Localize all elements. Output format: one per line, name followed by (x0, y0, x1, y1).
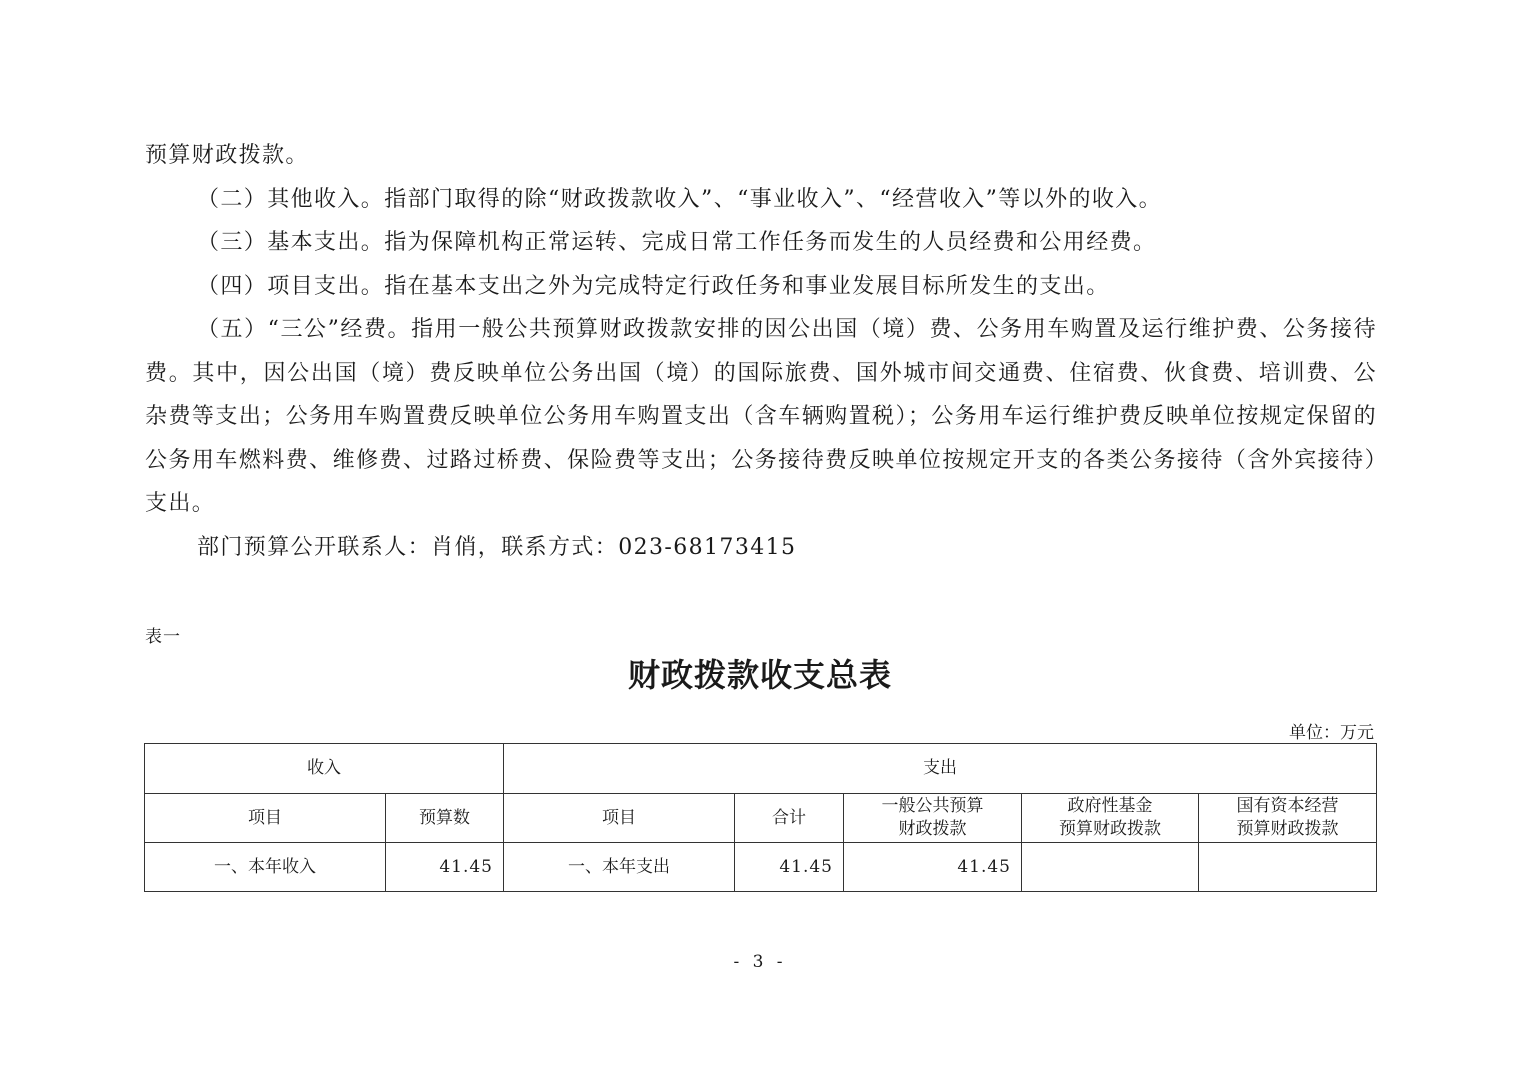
header-line: 政府性基金 (1067, 796, 1153, 816)
unit-label: 单位：万元 (1289, 723, 1374, 743)
general-budget-header (844, 794, 1022, 843)
paragraph: （四）项目支出。指在基本支出之外为完成特定行政任务和事业发展目标所发生的支出。 (197, 273, 1110, 299)
gov-fund-cell (1022, 843, 1199, 892)
general-budget-cell: 41.45 (844, 843, 1022, 892)
budget-table (144, 743, 1377, 892)
expense-total-cell: 41.45 (735, 843, 844, 892)
header-line: 预算财政拨款 (1236, 819, 1339, 839)
contact-paragraph: 部门预算公开联系人：肖俏，联系方式：023-68173415 (197, 534, 797, 560)
income-header: 收入 (145, 744, 504, 794)
expense-total-header: 合计 (735, 794, 844, 843)
page-number: - 3 - (733, 952, 787, 972)
income-budget-cell: 41.45 (386, 843, 504, 892)
paragraph: 预算财政拨款。 (145, 143, 309, 168)
header-line: 国有资本经营 (1236, 796, 1339, 816)
paragraph: （二）其他收入。指部门取得的除“财政拨款收入”、“事业收入”、“经营收入”等以外的收入。 (197, 186, 1163, 212)
paragraph: （三）基本支出。指为保障机构正常运转、完成日常工作任务而发生的人员经费和公用经费。 (197, 230, 1157, 255)
expense-header: 支出 (504, 744, 1377, 794)
paragraph: （五）“三公”经费。指用一般公共预算财政拨款安排的因公出国（境）费、公务用车购置及运行维护费、公务接待费。其中，因公出国（境）费反映单位公务出国（境）的国际旅费、国外城市间交通费、住宿费、伙食费、培训费、公杂费等支出；公务用车购置费反映单位公务用车购置支出（含车辆购置税）；公务用车运行维护费反映单位按规定保留的公务用车燃料费、维修费、过路过桥费、保险费等支出；公务接待费反映单位按规定开支的各类公务接待（含外宾接待）支出。 (145, 317, 1377, 516)
table-column-row (145, 794, 1377, 843)
state-capital-cell (1199, 843, 1377, 892)
expense-item-cell: 一、本年支出 (504, 843, 735, 892)
table-row (145, 843, 1377, 892)
income-item-header: 项目 (145, 794, 386, 843)
income-budget-header: 预算数 (386, 794, 504, 843)
gov-fund-header (1022, 794, 1199, 843)
table-header-row (145, 744, 1377, 794)
table-label: 表一 (145, 627, 181, 647)
table-title: 财政拨款收支总表 (627, 656, 892, 694)
income-item-cell: 一、本年收入 (145, 843, 386, 892)
body-text (145, 134, 1377, 569)
header-line: 一般公共预算 (881, 796, 984, 816)
header-line: 财政拨款 (898, 819, 967, 839)
expense-item-header: 项目 (504, 794, 735, 843)
state-capital-header (1199, 794, 1377, 843)
header-line: 预算财政拨款 (1059, 819, 1161, 839)
